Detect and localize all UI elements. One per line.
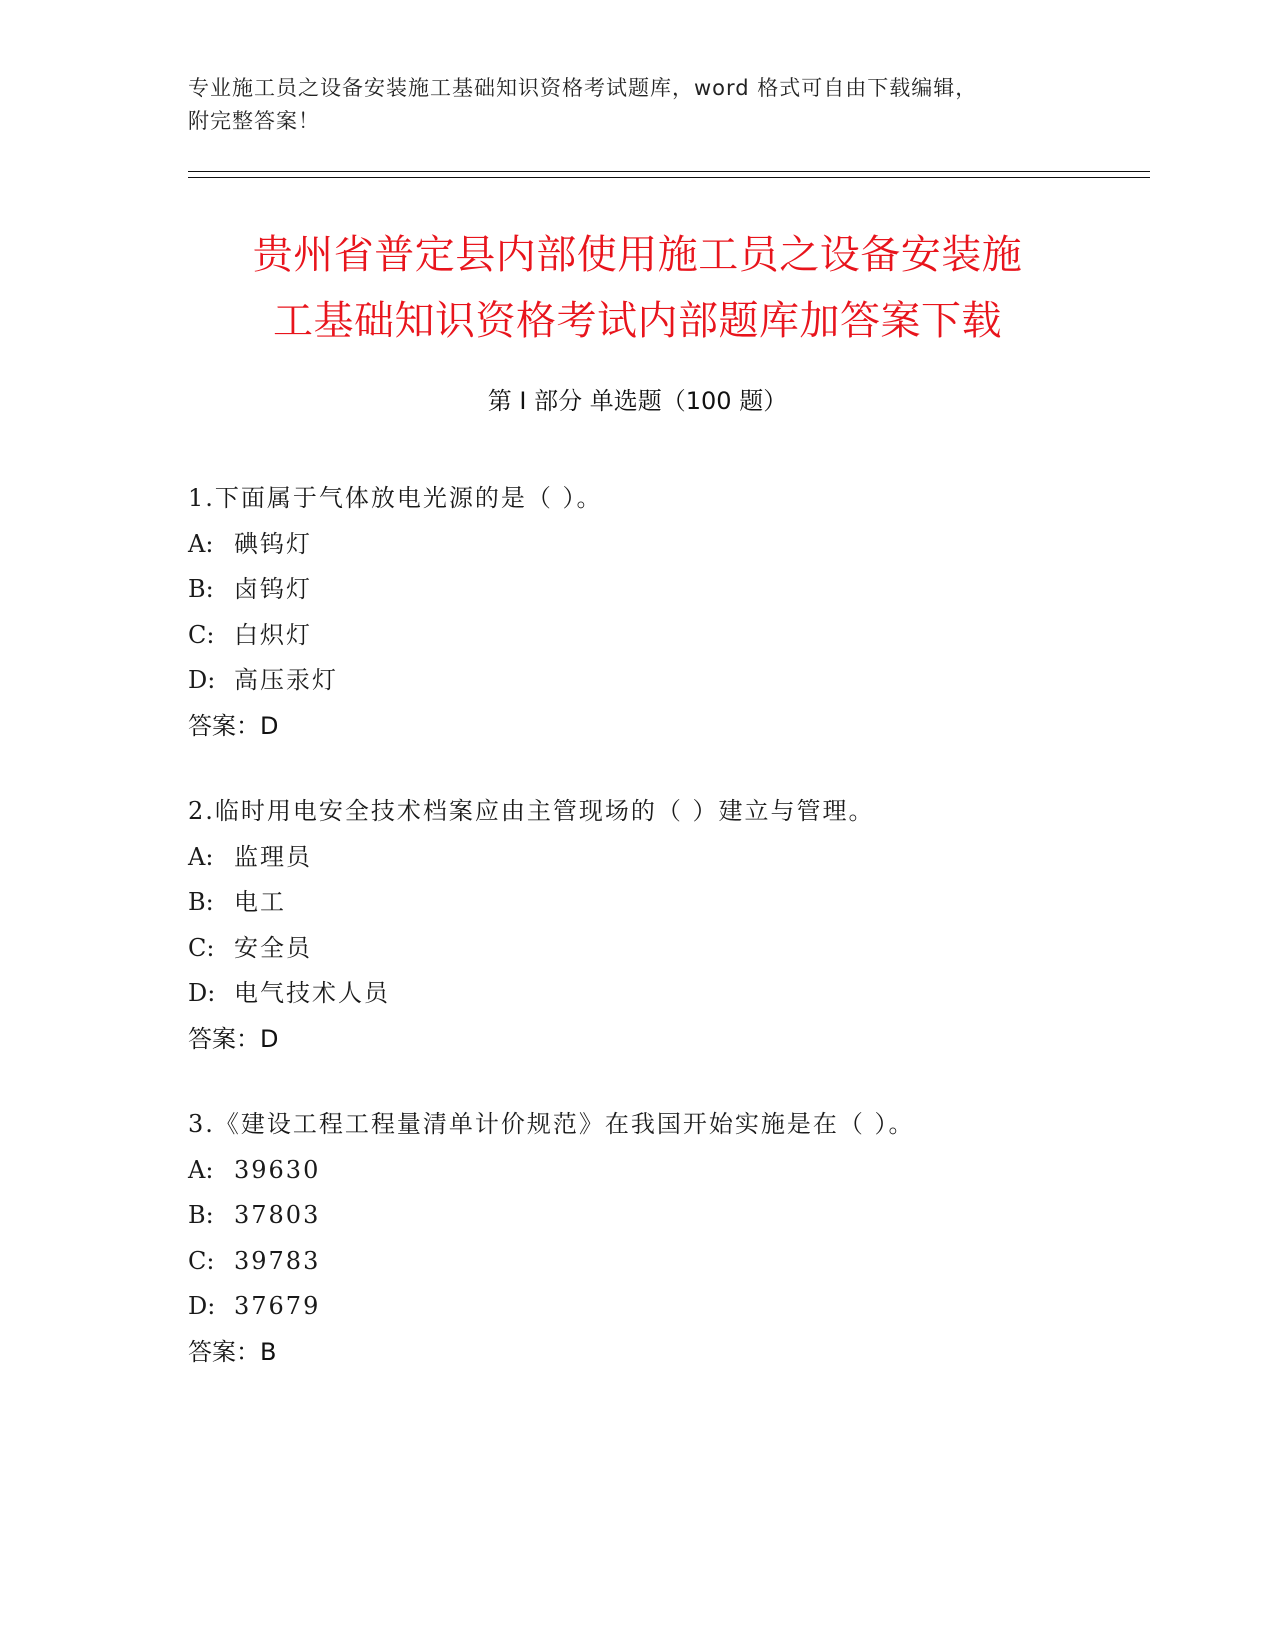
option-d [188, 971, 1148, 1017]
section-heading: 第 I 部分 单选题（100 题） [487, 387, 788, 415]
option-text: 电气技术人员 [234, 979, 390, 1007]
question-stem: 3.《建设工程工程量清单计价规范》在我国开始实施是在（ ）。 [188, 1110, 915, 1138]
option-text: 高压汞灯 [234, 666, 338, 694]
question-3 [188, 1102, 1148, 1375]
option-text: 37679 [234, 1292, 321, 1320]
option-label: C: [188, 933, 215, 962]
option-text: 卤钨灯 [234, 575, 312, 603]
header-note-line-1: 专业施工员之设备安装施工基础知识资格考试题库，word 格式可自由下载编辑， [188, 76, 978, 100]
option-text: 39630 [234, 1155, 321, 1184]
question-list [188, 476, 1148, 1415]
option-c [188, 613, 1148, 659]
question-2 [188, 789, 1148, 1062]
option-b [188, 567, 1148, 613]
option-text: 37803 [234, 1201, 321, 1229]
option-label: B: [188, 888, 214, 916]
option-label: B: [188, 575, 214, 603]
option-a [188, 835, 1148, 881]
header-divider-bottom [188, 177, 1150, 178]
option-label: A: [188, 842, 214, 871]
title-line-1: 贵州省普定县内部使用施工员之设备安装施 [252, 232, 1023, 278]
option-label: B: [188, 1201, 214, 1229]
answer-line: 答案：D [188, 1024, 279, 1053]
option-text: 电工 [234, 888, 286, 916]
option-label: A: [188, 1155, 214, 1184]
option-c [188, 1239, 1148, 1285]
document-title [150, 222, 1125, 354]
document-header-note [188, 72, 1068, 138]
option-label: D: [188, 1292, 216, 1320]
header-note-line-2: 附完整答案！ [188, 109, 320, 133]
option-text: 监理员 [234, 842, 312, 871]
answer-line: 答案：B [188, 1337, 277, 1366]
option-b [188, 1193, 1148, 1239]
option-text: 39783 [234, 1246, 321, 1275]
option-label: D: [188, 979, 216, 1007]
answer-line: 答案：D [188, 711, 279, 740]
option-label: D: [188, 666, 216, 694]
option-b [188, 880, 1148, 926]
header-divider-top [188, 171, 1150, 172]
option-d [188, 1284, 1148, 1330]
option-label: C: [188, 620, 215, 649]
option-a [188, 522, 1148, 568]
question-stem: 2.临时用电安全技术档案应由主管现场的（ ）建立与管理。 [188, 797, 875, 825]
option-text: 白炽灯 [234, 620, 312, 649]
title-line-2: 工基础知识资格考试内部题库加答案下载 [273, 298, 1002, 344]
question-stem: 1.下面属于气体放电光源的是（ ）。 [188, 484, 603, 512]
option-a [188, 1148, 1148, 1194]
option-text: 安全员 [234, 933, 312, 962]
option-c [188, 926, 1148, 972]
option-d [188, 658, 1148, 704]
option-text: 碘钨灯 [234, 529, 312, 558]
option-label: A: [188, 529, 214, 558]
question-1 [188, 476, 1148, 749]
option-label: C: [188, 1246, 215, 1275]
